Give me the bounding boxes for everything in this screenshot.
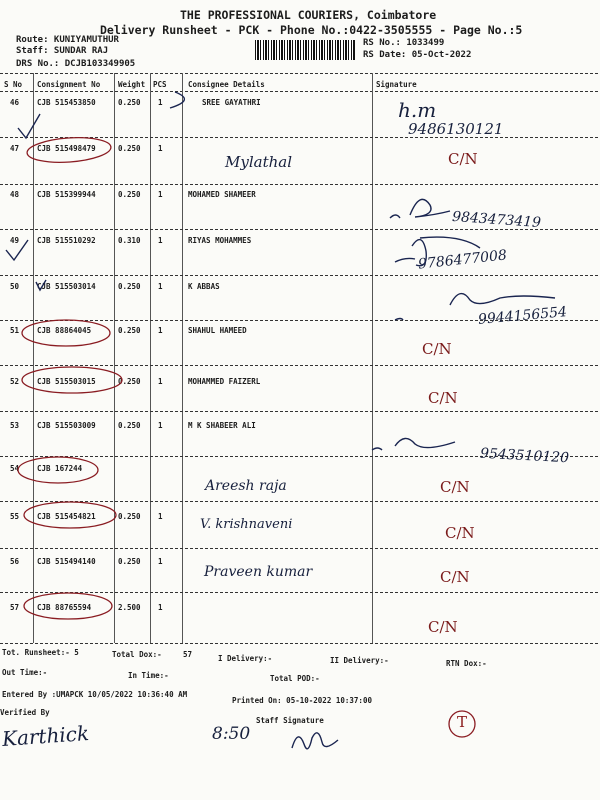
verified-by: Verified By	[0, 708, 50, 717]
row-consignment: CJB 88864045	[37, 326, 92, 335]
ii-delivery: II Delivery:-	[330, 656, 389, 665]
name-row-47: Mylathal	[225, 153, 293, 171]
phone-row-53: 9543510120	[479, 445, 570, 467]
cn-mark-54: C/N	[440, 478, 470, 496]
row-consignee: SHAHUL HAMEED	[188, 326, 247, 335]
row-weight: 0.250	[118, 98, 141, 107]
col-sno: S No	[4, 80, 23, 89]
route-label: Route: KUNIYAMUTHUR	[16, 35, 119, 45]
row-sno: 55	[10, 512, 20, 521]
row-weight: 0.250	[118, 512, 141, 521]
cn-mark-51: C/N	[422, 340, 452, 358]
row-weight: 0.250	[118, 326, 141, 335]
cn-mark-56: C/N	[440, 568, 470, 586]
name-row-55: V. krishnaveni	[200, 517, 293, 532]
name-row-56: Praveen kumar	[204, 564, 313, 580]
row-sno: 52	[10, 377, 20, 386]
row-consignment: CJB 515503009	[37, 421, 96, 430]
row-weight: 0.250	[118, 557, 141, 566]
row-consignment: CJB 515454821	[37, 512, 96, 521]
row-weight: 0.250	[118, 144, 141, 153]
col-pcs: PCS	[153, 80, 167, 89]
staff-signature-time: 8:50	[212, 724, 251, 744]
staff-signature-mark	[292, 733, 338, 749]
row-sno: 51	[10, 326, 20, 335]
entered-by: Entered By :UMAPCK 10/05/2022 10:36:40 AM	[2, 690, 188, 699]
row-consignee: M K SHABEER ALI	[188, 421, 256, 430]
row-pcs: 1	[158, 326, 163, 335]
printed-on: Printed On: 05-10-2022 10:37:00	[232, 696, 372, 705]
row-consignment: CJB 515503014	[37, 282, 96, 291]
row-weight: 0.310	[118, 236, 141, 245]
row-weight: 0.250	[118, 377, 141, 386]
cn-mark-55: C/N	[445, 524, 475, 542]
verified-signature: Karthick	[1, 720, 90, 752]
out-time: Out Time:-	[2, 668, 48, 677]
cn-mark-57: C/N	[428, 618, 458, 636]
row-pcs: 1	[158, 377, 163, 386]
total-dox-value: 57	[183, 650, 193, 659]
row-weight: 2.500	[118, 603, 141, 612]
row-consignment: CJB 515399944	[37, 190, 96, 199]
phone-row-48: 9843473419	[451, 208, 542, 232]
barcode	[255, 40, 355, 60]
signature-row-46: h.m	[398, 98, 437, 122]
row-consignee: RIYAS MOHAMMES	[188, 236, 252, 245]
row-weight: 0.250	[118, 282, 141, 291]
row-sno: 49	[10, 236, 20, 245]
col-consignment: Consignment No	[37, 80, 101, 89]
row-pcs: 1	[158, 236, 163, 245]
row-pcs: 1	[158, 282, 163, 291]
row-consignee: MOHAMMED FAIZERL	[188, 377, 261, 386]
in-time: In Time:-	[128, 671, 169, 680]
row-pcs: 1	[158, 603, 163, 612]
row-sno: 46	[10, 98, 20, 107]
row-weight: 0.250	[118, 190, 141, 199]
total-dox-label: Total Dox:-	[112, 650, 162, 659]
row-sno: 48	[10, 190, 20, 199]
rs-date: RS Date: 05-Oct-2022	[363, 50, 472, 60]
col-weight: Weight	[118, 80, 146, 89]
phone-row-50: 9944156554	[477, 304, 568, 328]
row-sno: 50	[10, 282, 20, 291]
company-name: THE PROFESSIONAL COURIERS, Coimbatore	[180, 8, 437, 22]
row-consignee: K ABBAS	[188, 282, 220, 291]
name-row-54: Areesh raja	[205, 478, 287, 494]
cn-mark-52: C/N	[428, 389, 458, 407]
row-sno: 56	[10, 557, 20, 566]
col-consignee: Consignee Details	[188, 80, 265, 89]
staff-signature-label: Staff Signature	[256, 716, 324, 725]
rtn-dox: RTN Dox:-	[446, 659, 487, 668]
row-consignment: CJB 167244	[37, 464, 83, 473]
row-consignment: CJB 515498479	[37, 144, 96, 153]
cn-mark-47: C/N	[448, 150, 478, 168]
row-sno: 47	[10, 144, 20, 153]
phone-row-46: 9486130121	[408, 120, 504, 138]
i-delivery: I Delivery:-	[218, 654, 273, 663]
row-consignment: CJB 515510292	[37, 236, 96, 245]
tot-runsheet: Tot. Runsheet:- 5	[2, 648, 79, 657]
row-consignment: CJB 515494140	[37, 557, 96, 566]
col-signature: Signature	[376, 80, 417, 89]
check-mark-46	[18, 114, 40, 138]
row-sno: 53	[10, 421, 20, 430]
row-pcs: 1	[158, 421, 163, 430]
row-consignment: CJB 515453850	[37, 98, 96, 107]
row-consignment: CJB 88765594	[37, 603, 92, 612]
row-consignee: SREE GAYATHRI	[202, 98, 261, 107]
signature-row-48	[390, 199, 450, 218]
row-weight: 0.250	[118, 421, 141, 430]
signature-row-53	[372, 438, 455, 450]
row-sno: 57	[10, 603, 20, 612]
row-consignment: CJB 515503015	[37, 377, 96, 386]
total-pod: Total POD:-	[270, 674, 320, 683]
row-pcs: 1	[158, 190, 163, 199]
row-sno: 54	[10, 464, 20, 473]
rs-number: RS No.: 1033499	[363, 38, 445, 48]
row-pcs: 1	[158, 557, 163, 566]
staff-label: Staff: SUNDAR RAJ	[16, 46, 109, 56]
row-pcs: 1	[158, 512, 163, 521]
drs-number: DRS No.: DCJB103349905	[16, 59, 136, 69]
phone-row-49: 9786477008	[417, 247, 508, 273]
runsheet-title: Delivery Runsheet - PCK - Phone No.:0422-3505555 - Page No.:5	[100, 23, 523, 37]
row-pcs: 1	[158, 144, 163, 153]
row-consignee: MOHAMED SHAMEER	[188, 190, 256, 199]
row-pcs: 1	[158, 98, 163, 107]
circled-mark: T	[457, 713, 468, 731]
